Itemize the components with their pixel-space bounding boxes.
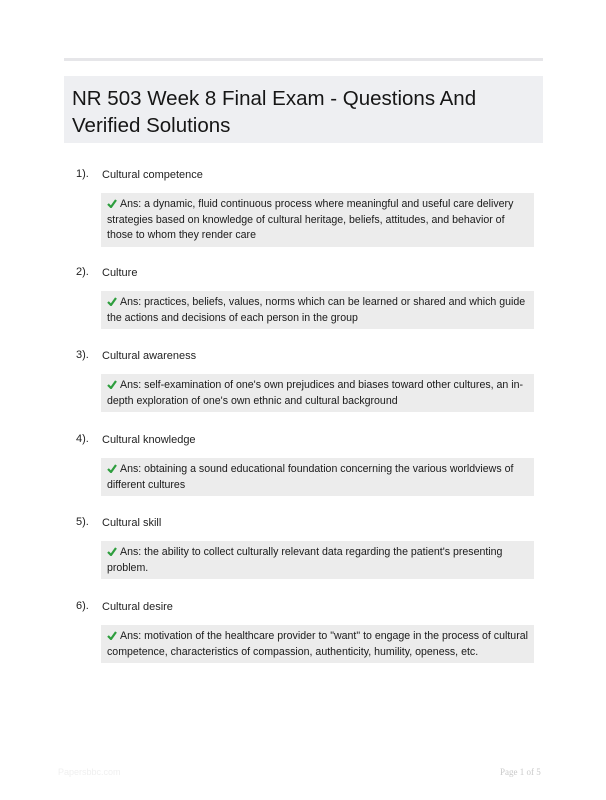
checkmark-icon [107, 380, 117, 389]
question-number: 3). [76, 349, 89, 361]
question-number: 2). [76, 266, 89, 278]
answer-text: Ans: obtaining a sound educational foundation concerning the various worldviews of different cultures [107, 463, 514, 491]
answer-text: Ans: a dynamic, fluid continuous process where meaningful and useful care delivery strategies based on knowledge of cultural heritage, beliefs, attitudes, and behavior of those to whom they render care [107, 198, 514, 241]
question-number: 4). [76, 433, 89, 445]
question-term: Culture [102, 267, 138, 279]
title-box [64, 76, 543, 143]
answer-box [101, 193, 534, 247]
page-number: Page 1 of 5 [500, 767, 541, 777]
answer-text: Ans: self-examination of one's own prejudices and biases toward other cultures, an in-depth exploration of one's own ethnic and cultural background [107, 379, 524, 407]
question-number: 5). [76, 516, 89, 528]
question-term: Cultural competence [102, 169, 203, 181]
answer-box [101, 625, 534, 663]
checkmark-icon [107, 547, 117, 556]
question-term: Cultural knowledge [102, 434, 196, 446]
answer-box [101, 291, 534, 329]
page-title [72, 85, 535, 139]
answer-text: Ans: practices, beliefs, values, norms which can be learned or shared and which guide the actions and decisions of each person in the group [107, 296, 526, 324]
checkmark-icon [107, 631, 117, 640]
question-number: 1). [76, 168, 89, 180]
checkmark-icon [107, 464, 117, 473]
answer-box [101, 458, 534, 496]
checkmark-icon [107, 199, 117, 208]
question-number: 6). [76, 600, 89, 612]
question-term: Cultural skill [102, 517, 162, 529]
title-line-2: Verified Solutions [72, 114, 231, 137]
answer-text: Ans: motivation of the healthcare provider to "want" to engage in the process of cultural competence, characteristics of compassion, authenticity, humility, openess, etc. [107, 630, 528, 658]
answer-box [101, 541, 534, 579]
question-term: Cultural awareness [102, 350, 197, 362]
title-line-1: NR 503 Week 8 Final Exam - Questions And [72, 87, 477, 110]
top-divider [64, 58, 543, 61]
footer-watermark: Papersbbc.com [58, 767, 121, 777]
question-term: Cultural desire [102, 601, 173, 613]
answer-box [101, 374, 534, 412]
checkmark-icon [107, 297, 117, 306]
answer-text: Ans: the ability to collect culturally relevant data regarding the patient's presenting problem. [107, 546, 503, 574]
